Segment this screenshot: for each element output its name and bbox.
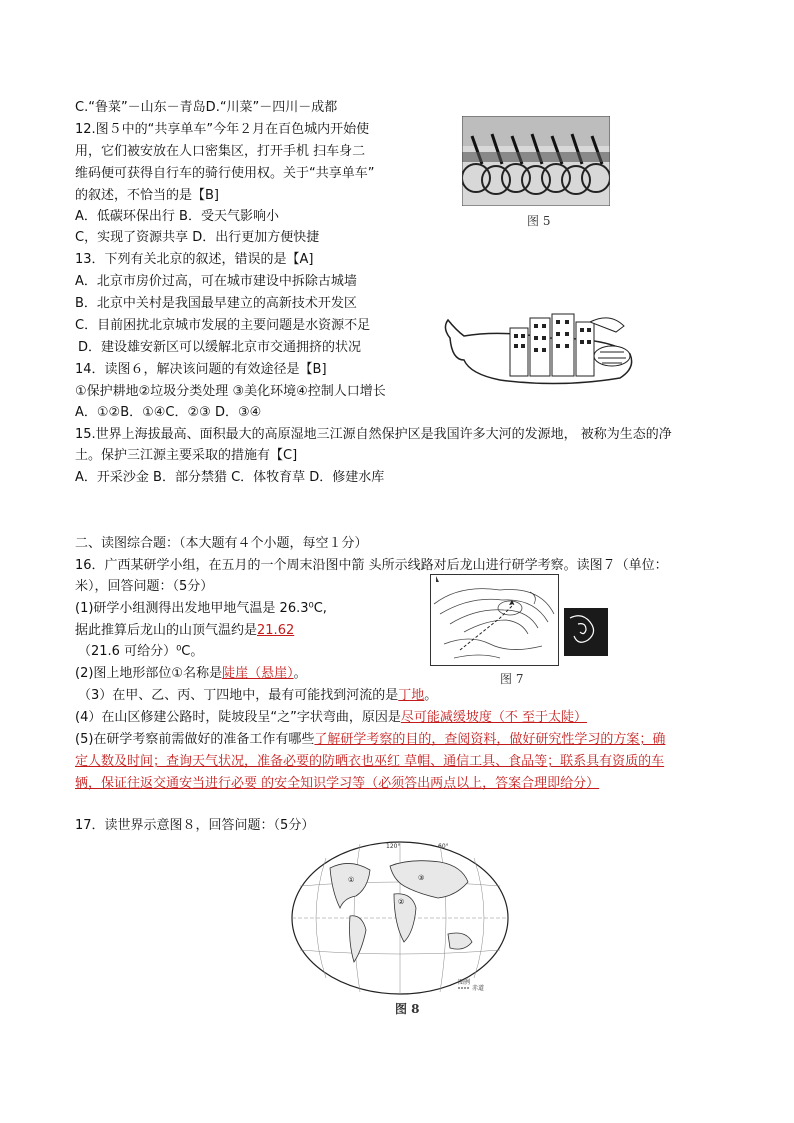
q14-items: ①保护耕地②垃圾分类处理 ③美化环境④控制人口增长: [75, 384, 386, 399]
figure-6-city-illustration: [440, 308, 640, 388]
q17-stem: 17．读世界示意图８，回答问题：（5分）: [75, 818, 315, 833]
figure-5-caption: 图 5: [527, 214, 551, 228]
q12-options-cd: C，实现了资源共享 D．出行更加方便快捷: [75, 230, 320, 245]
q16-part1-line3: （21.6 可给分）⁰C。: [78, 644, 204, 659]
q13-option-c: C．目前困扰北京城市发展的主要问题是水资源不足: [75, 318, 371, 333]
svg-text:②: ②: [398, 898, 405, 906]
figure-8-world-map: [290, 838, 510, 1000]
q15-stem-line1: 15.世界上海拔最高、面积最大的高原湿地三江源自然保护区是我国许多大河的发源地， 被称为生态的净: [75, 427, 672, 442]
q16-part2: [75, 664, 307, 684]
q16-part5-answer-2: 定人数及时间；查询天气状况，准备必要的防晒衣也巫红 草帽、通信工具、食品等；联系具有资质的车: [75, 754, 665, 769]
svg-text:赤道: 赤道: [472, 985, 485, 992]
q16-part3-text: （3）在甲、乙、丙、丁四地中，最有可能找到河流的是: [78, 688, 399, 703]
q11-option-c: C.“鲁菜”－山东－青岛D.“川菜”－四川－成都: [75, 100, 338, 115]
q16-part1-text: 据此推算后龙山的山顶气温约是: [75, 623, 258, 638]
q13-option-d: D．建设雄安新区可以缓解北京市交通拥挤的状况: [78, 340, 362, 355]
q12-stem-line3: 维码便可获得自行车的骑行使用权。关于“共享单车”: [75, 166, 375, 181]
q13-stem: 13．下列有关北京的叙述，错误的是【A]: [75, 252, 314, 267]
q12-stem-line1: 12.图５中的“共享单车”今年２月在百色城内开始使: [75, 122, 370, 137]
section-2-title: 二、读图综合题：（本大题有４个小题，每空１分）: [75, 536, 368, 551]
q15-stem-line2: 土。保护三江源主要采取的措施有【C]: [75, 448, 298, 463]
q16-stem-line2: 米），回答问题：（5分）: [75, 579, 214, 594]
q16-part5-answer-3: 辆，保证往返交通安当进行必要 的安全知识学习等（必须答出两点以上，答案合理即给分）: [75, 776, 600, 791]
q16-part4-answer: 尽可能减缓坡度（不 至于太陡）: [400, 710, 587, 725]
q16-part1-line2: [75, 621, 294, 641]
q12-stem-line4: 的叙述，不恰当的是【B]: [75, 188, 219, 203]
figure-7-contour-map: [430, 574, 610, 666]
svg-text:120°: 120°: [386, 843, 401, 850]
q16-part5-text: (5)在研学考察前需做好的准备工作有哪些: [75, 732, 315, 747]
svg-text:①: ①: [348, 876, 355, 884]
q12-stem-line2: 用，它们被安放在人口密集区，打开手机 扫车身二: [75, 144, 366, 159]
q12-options-ab: A．低碳环保出行 B．受天气影响小: [75, 209, 279, 224]
svg-text:图例: 图例: [458, 979, 471, 986]
q16-part2-answer: 陡崖（悬崖）: [222, 666, 294, 681]
q14-stem: 14．读图６，解决该问题的有效途径是【B]: [75, 362, 327, 377]
figure-5-shared-bikes: [462, 116, 610, 206]
q16-part5-line1: [75, 730, 665, 750]
q14-options: A．①②B．①④C．②③ D．③④: [75, 405, 262, 420]
q16-part3: [78, 686, 437, 706]
svg-text:③: ③: [418, 874, 425, 882]
q15-options: A．开采沙金 B．部分禁猎 C．体牧育草 D．修建水库: [75, 470, 385, 485]
svg-text:60°: 60°: [438, 843, 449, 850]
figure-8-caption: 图 8: [395, 1002, 420, 1016]
q16-stem-line1: 16．广西某研学小组，在五月的一个周末沿图中箭 头所示线路对后龙山进行研学考察。读图７（单位：: [75, 558, 668, 573]
q16-part3-end: 。: [424, 688, 438, 703]
q16-part2-end: 。: [293, 666, 307, 681]
q16-part1-line1: (1)研学小组测得出发地甲地气温是 26.3⁰C,: [75, 601, 327, 616]
figure-7-caption: 图 7: [500, 672, 524, 686]
q16-part1-answer: 21.62: [257, 623, 295, 638]
q13-option-a: A．北京市房价过高，可在城市建设中拆除古城墙: [75, 274, 357, 289]
q16-part2-text: (2)图上地形部位①名称是: [75, 666, 223, 681]
q16-part5-answer-1: 了解研学考察的目的，查阅资料，做好研究性学习的方案；确: [314, 732, 666, 747]
q13-option-b: B．北京中关村是我国最早建立的高新技术开发区: [75, 296, 357, 311]
q16-part4-text: (4）在山区修建公路时，陡坡段呈“之”字状弯曲，原因是: [75, 710, 401, 725]
q16-part3-answer: 丁地: [398, 688, 425, 703]
q16-part4: [75, 708, 587, 728]
